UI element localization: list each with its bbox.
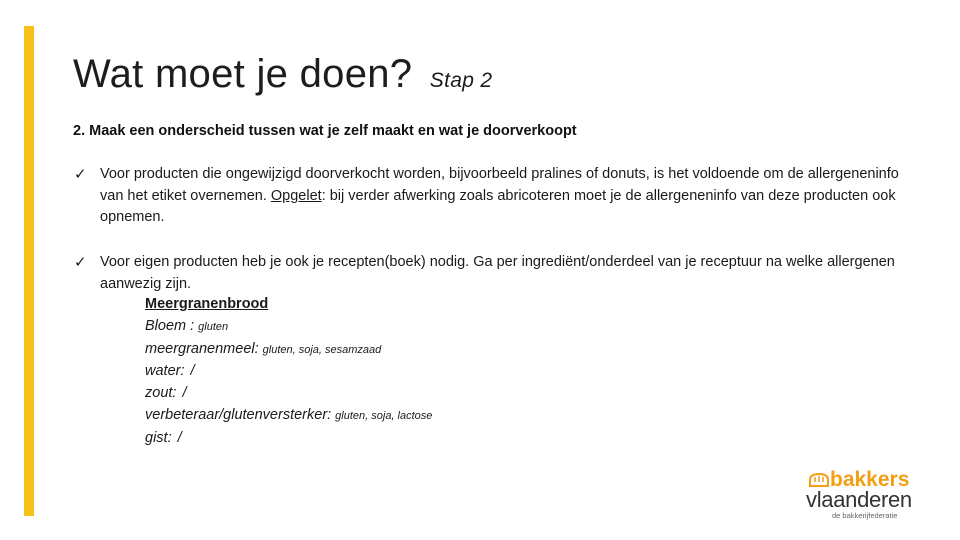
checkmark-icon: ✓ — [74, 254, 87, 271]
logo-tagline: de bakkerijfederatie — [832, 511, 898, 520]
checkmark-icon: ✓ — [74, 166, 87, 183]
ingredient-name: verbeteraar/glutenversterker: — [145, 406, 332, 423]
bakkers-vlaanderen-logo — [804, 470, 934, 522]
ingredient-allergens: gluten, soja, lactose — [335, 409, 433, 422]
logo-word-vlaanderen: vlaanderen — [806, 487, 912, 512]
ingredient-allergens: gluten — [198, 320, 229, 333]
ingredient-no-allergens: / — [182, 385, 187, 402]
bullet-bold: Voor eigen producten — [100, 254, 238, 270]
ingredient-no-allergens: / — [190, 363, 195, 380]
recipe-example — [145, 294, 432, 450]
ingredient-row — [145, 361, 432, 383]
slide-subtitle: 2. Maak een onderscheid tussen wat je zelf maakt en wat je doorverkoopt — [73, 123, 577, 139]
bullet-text-2: : bij verder afwerking zoals abricoteren moet je de allergeneninfo van deze producten ook opnemen. — [100, 187, 896, 225]
ingredient-row — [145, 339, 432, 362]
ingredient-row — [145, 383, 432, 405]
ingredient-row — [145, 316, 432, 339]
slide-title — [73, 52, 492, 97]
bullet-bold: Voor producten die ongewijzigd doorverkocht worden, — [100, 166, 445, 182]
title-step: Stap 2 — [429, 69, 493, 92]
ingredient-row — [145, 428, 432, 450]
bullet-text: heb je ook je recepten(boek) nodig. Ga per ingrediënt/onderdeel van je receptuur na welke allergenen aanwezig zijn. — [100, 254, 895, 292]
ingredient-allergens: gluten, soja, sesamzaad — [262, 343, 382, 356]
accent-bar — [24, 26, 34, 516]
logo-word-bakkers: bakkers — [830, 468, 910, 491]
bullet-underlined: Opgelet — [270, 187, 322, 204]
ingredient-name: gist: — [145, 429, 172, 446]
ingredient-no-allergens: / — [177, 429, 182, 446]
ingredient-row — [145, 405, 432, 428]
bullet-text: bijvoorbeeld pralines of donuts, is het voldoende om de allergeneninfo van het etiket overnemen. — [100, 166, 899, 204]
ingredient-name: zout: — [145, 385, 177, 402]
bullet-own-products — [74, 252, 910, 295]
ingredient-name: Bloem : — [145, 317, 195, 334]
ingredient-name: water: — [145, 363, 185, 380]
ingredient-name: meergranenmeel: — [145, 340, 259, 357]
bread-icon — [808, 472, 830, 488]
recipe-title: Meergranenbrood — [145, 296, 269, 312]
title-main: Wat moet je doen? — [73, 52, 413, 96]
bullet-resale-products — [74, 164, 910, 229]
